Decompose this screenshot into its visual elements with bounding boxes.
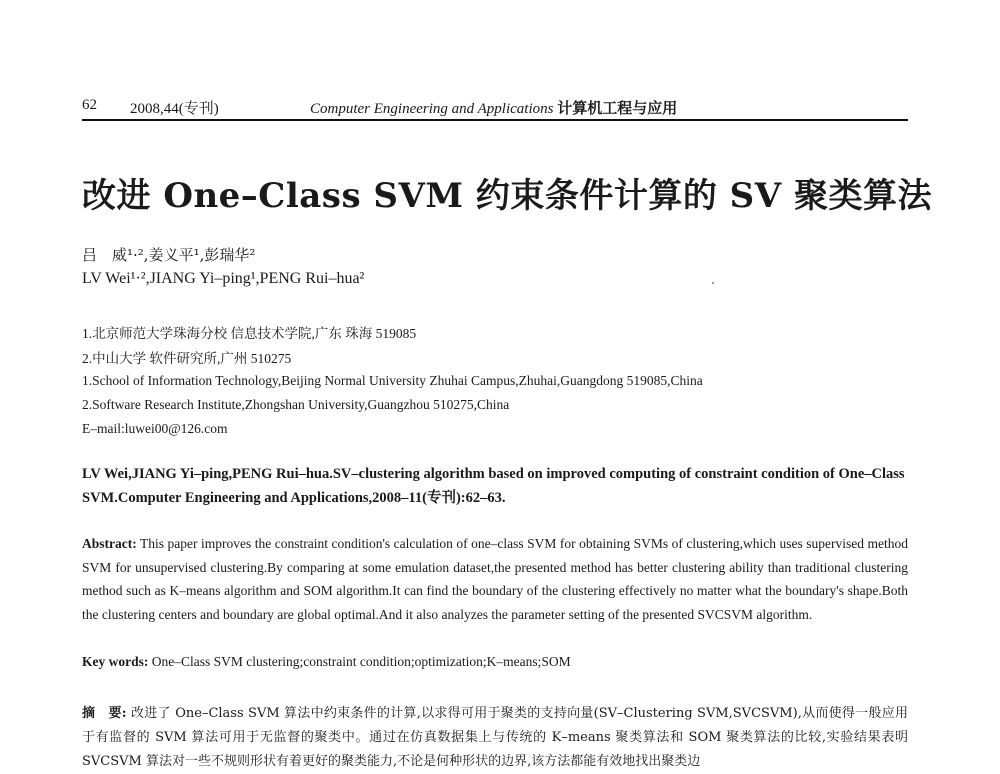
header-rule <box>82 119 908 121</box>
scan-speck <box>712 282 714 284</box>
journal-name-cn: 计算机工程与应用 <box>557 101 678 117</box>
abstract-text: This paper improves the constraint condition's calculation of one–class SVM for obtaining SVMs of clustering,which uses supervised method SVM for unsupervised clustering.By comparing at some emulation dataset,the presented method has better clustering ability than traditional clustering method such as K–means algorithm and SOM algorithm.It can find the boundary of the clustering effectively no matter what the boundary's shape.Both the clustering centers and boundary are global optimal.And it also analyzes the parameter setting of the presented SVCSVM algorithm. <box>82 536 908 622</box>
email: E–mail:luwei00@126.com <box>82 421 228 436</box>
abstract-label: Abstract: <box>82 536 137 551</box>
paper-title: 改进 One–Class SVM 约束条件计算的 SV 聚类算法 <box>82 176 932 216</box>
affiliation-1-en: 1.School of Information Technology,Beijing Normal University Zhuhai Campus,Zhuhai,Guangdong 519085,China <box>82 373 703 388</box>
abstract-cn-label: 摘 要: <box>82 706 127 721</box>
keywords-label: Key words: <box>82 654 149 669</box>
affiliation-2-cn: 2.中山大学 软件研究所,广州 510275 <box>82 351 292 366</box>
authors-english: LV Wei¹·²,JIANG Yi–ping¹,PENG Rui–hua² <box>82 270 365 287</box>
running-header <box>82 97 908 119</box>
issue-info: 2008,44(专刊) <box>130 101 219 117</box>
affiliation-2-en: 2.Software Research Institute,Zhongshan University,Guangzhou 510275,China <box>82 397 510 412</box>
affiliation-1-cn: 1.北京师范大学珠海分校 信息技术学院,广东 珠海 519085 <box>82 326 417 341</box>
abstract-cn-text: 改进了 One–Class SVM 算法中约束条件的计算,以求得可用于聚类的支持向量(SV–Clustering SVM,SVCSVM),从而使得一般应用于有监督的 SVM 算法可用于无监督的聚类中。通过在仿真数据集上与传统的 K–means 聚类算法和 SOM 聚类算法的比较,实验结果表明 SVCSVM 算法对一些不规则形状有着更好的聚类能力,不论是何种形状的边界,该方法都能有效地找出聚类边 <box>82 706 908 769</box>
abstract-cn <box>82 702 908 774</box>
authors-chinese: 吕 威¹·²,姜义平¹,彭瑞华² <box>82 246 256 264</box>
keywords-en <box>82 654 908 670</box>
page-number: 62 <box>82 97 97 113</box>
keywords-text: One–Class SVM clustering;constraint condition;optimization;K–means;SOM <box>151 654 571 669</box>
journal-name <box>310 97 677 118</box>
citation: LV Wei,JIANG Yi–ping,PENG Rui–hua.SV–clustering algorithm based on improved computing of constraint condition of One–Class SVM.Computer Engineering and Applications,2008–11(专刊):62–63. <box>82 466 905 506</box>
abstract-en <box>82 532 908 626</box>
journal-name-en: Computer Engineering and Applications <box>310 101 554 117</box>
